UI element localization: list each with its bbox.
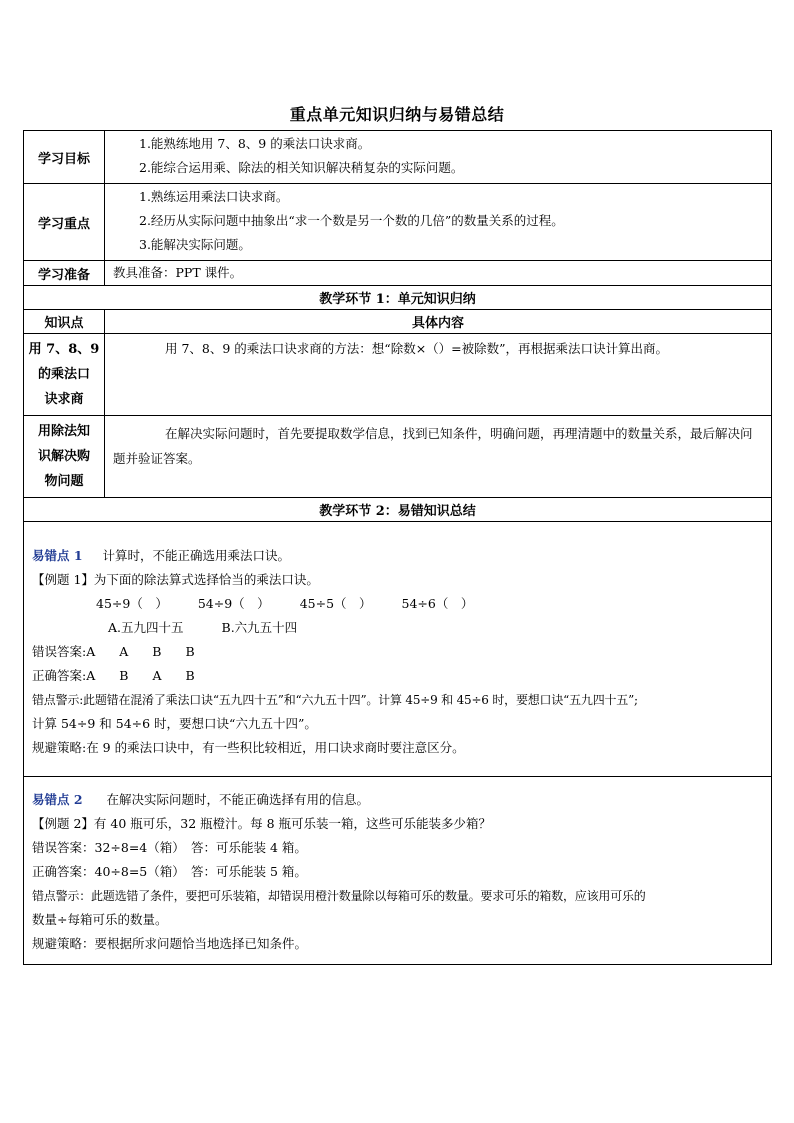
- goals-label: 学习目标: [24, 131, 105, 184]
- col-header-content: 具体内容: [105, 310, 772, 334]
- goals-item: 2.能综合运用乘、除法的相关知识解决稍复杂的实际问题。: [139, 160, 464, 175]
- error1-section: [24, 522, 771, 776]
- prep-label: 学习准备: [24, 261, 105, 286]
- focus-label: 学习重点: [24, 184, 105, 261]
- error1-heading-text: 计算时，不能正确选用乘法口诀。: [102, 548, 291, 563]
- knowledge-row: [24, 334, 772, 416]
- knowledge-text: 用 7、8、9 的乘法口诀求商的方法：想“除数×（）=被除数”，再根据乘法口诀计算出商。: [165, 341, 669, 356]
- error2-right-answer: 正确答案：40÷8=5（箱） 答：可乐能装 5 箱。: [32, 864, 307, 879]
- knowledge-text: 在解决实际问题时，首先要提取数学信息，找到已知条件，明确问题，再理清题中的数量关系，最后解决问题并验证答案。: [113, 426, 753, 466]
- section2-row: [24, 498, 772, 522]
- error1-warning-cont: 计算 54÷9 和 54÷6 时，要想口诀“六九五十四”。: [32, 716, 317, 731]
- knowledge-row: [24, 416, 772, 498]
- error2-heading: 易错点 2: [32, 792, 83, 807]
- knowledge-label: 用除法知 识解决购 物问题: [24, 416, 105, 498]
- error1-heading: 易错点 1: [32, 548, 83, 563]
- error1-right-answer: 正确答案:A B A B: [32, 668, 195, 683]
- error1-row: [24, 522, 772, 777]
- error1-example: 【例题 1】为下面的除法算式选择恰当的乘法口诀。: [32, 572, 319, 587]
- knowledge-label: 用 7、8、9 的乘法口 诀求商: [24, 334, 105, 416]
- focus-item: 2.经历从实际问题中抽象出“求一个数是另一个数的几倍”的数量关系的过程。: [139, 213, 564, 228]
- goals-item: 1.能熟练地用 7、8、9 的乘法口诀求商。: [139, 136, 371, 151]
- error1-strategy: 规避策略:在 9 的乘法口诀中，有一些积比较相近，用口诀求商时要注意区分。: [32, 740, 465, 755]
- error2-strategy: 规避策略：要根据所求问题恰当地选择已知条件。: [32, 936, 308, 951]
- error1-expressions: 45÷9（ ） 54÷9（ ） 45÷5（ ） 54÷6（ ）: [96, 596, 474, 611]
- prep-row: [24, 261, 772, 286]
- section2-header: 教学环节 2：易错知识总结: [24, 498, 772, 522]
- lesson-table: [23, 130, 772, 965]
- error2-warning: 错点警示：此题选错了条件，要把可乐装箱，却错误用橙汁数量除以每箱可乐的数量。要求可乐的箱数，应该用可乐的: [32, 889, 646, 903]
- error2-example: 【例题 2】有 40 瓶可乐，32 瓶橙汁。每 8 瓶可乐装一箱，这些可乐能装多少箱？: [32, 816, 492, 831]
- focus-item: 3.能解决实际问题。: [139, 237, 251, 252]
- focus-row: [24, 184, 772, 261]
- error1-wrong-answer: 错误答案:A A B B: [32, 644, 195, 659]
- error1-warning: 错点警示:此题错在混淆了乘法口诀“五九四十五”和“六九五十四”。计算 45÷9 和 45÷6 时，要想口诀“五九四十五”;: [32, 693, 638, 707]
- error2-section: [24, 777, 771, 964]
- error1-options: A.五九四十五 B.六九五十四: [108, 620, 298, 635]
- col-header-point: 知识点: [24, 310, 105, 334]
- section1-header: 教学环节 1：单元知识归纳: [24, 286, 772, 310]
- goals-row: [24, 131, 772, 184]
- col-header-row: [24, 310, 772, 334]
- page-title: 重点单元知识归纳与易错总结: [289, 105, 505, 124]
- section1-row: [24, 286, 772, 310]
- error2-row: [24, 777, 772, 965]
- error2-warning-cont: 数量÷每箱可乐的数量。: [32, 912, 168, 927]
- prep-content: 教具准备：PPT 课件。: [113, 265, 243, 280]
- error2-heading-text: 在解决实际问题时，不能正确选择有用的信息。: [106, 792, 370, 807]
- focus-item: 1.熟练运用乘法口诀求商。: [139, 189, 289, 204]
- error2-wrong-answer: 错误答案：32÷8=4（箱） 答：可乐能装 4 箱。: [32, 840, 307, 855]
